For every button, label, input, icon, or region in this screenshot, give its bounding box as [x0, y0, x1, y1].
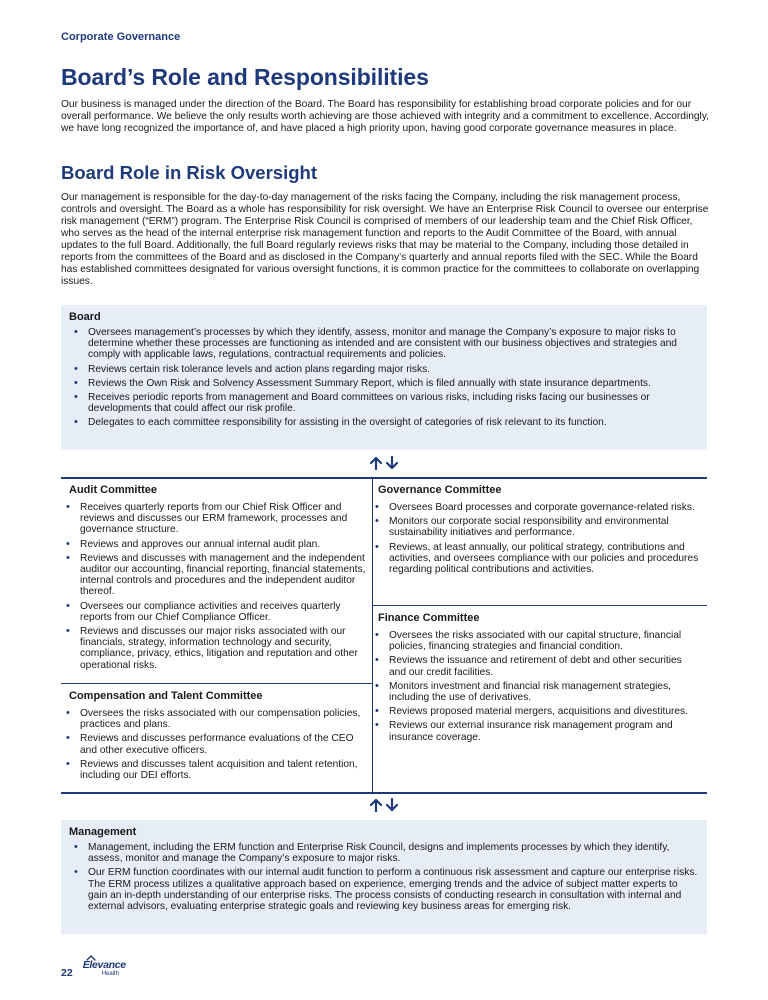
audit-item: • Receives quarterly reports from our Chief Risk Officer and reviews and discusses our ERM framework, processes and governance structure. [61, 502, 369, 536]
board-list [69, 327, 699, 429]
risk-oversight-heading: Board Role in Risk Oversight [61, 162, 317, 183]
compensation-item: • Reviews and discusses performance evaluations of the CEO and other executive officers. [61, 733, 369, 755]
audit-committee-list [61, 502, 369, 671]
finance-item: • Reviews proposed material mergers, acquisitions and divestitures. [370, 706, 700, 717]
finance-committee [378, 612, 700, 746]
governance-item: • Oversees Board processes and corporate governance-related risks. [370, 502, 700, 513]
finance-committee-list [370, 630, 700, 743]
logo-wordmark: Elevance [82, 959, 126, 971]
committee-grid-gov-divider [372, 605, 707, 606]
page-footer [61, 955, 131, 979]
board-item: • Delegates to each committee responsibility for assisting in the oversight of categories of risk relevant to its function. [69, 417, 699, 428]
management-list [69, 842, 699, 912]
board-box [61, 305, 707, 450]
audit-item: • Reviews and discusses with management and the independent auditor our accounting, financial reporting, financial statements, internal controls and procedures and the independent auditor thereof. [61, 553, 369, 598]
finance-committee-title: Finance Committee [378, 612, 480, 624]
governance-committee-title: Governance Committee [378, 484, 502, 496]
page-number: 22 [61, 967, 73, 979]
board-item: • Receives periodic reports from management and Board committees on various risks, including risks facing our businesses or developments that could affect our risk profile. [69, 392, 699, 414]
compensation-committee-list [61, 708, 369, 781]
board-item: • Reviews certain risk tolerance levels and action plans regarding major risks. [69, 364, 699, 375]
arrow-down-icon [385, 456, 399, 470]
audit-committee [69, 484, 369, 674]
risk-oversight-paragraph: Our management is responsible for the day-to-day management of the risks facing the Company, including the risk management process, controls and oversight. The Board as a whole has responsibility for risk oversight. We have an Enterprise Risk Council to oversee our enterprise risk management (“ERM”) program. The Enterprise Risk Council is comprised of members of our leadership team and the Chief Risk Officer, who serves as the head of the internal enterprise risk management function and reports to the Audit Committee of the Board, with annual updates to the full Board. Additionally, the full Board regularly reviews risks that may be material to the Company, including those detailed in reports from the committees of the Board and as disclosed in the Company’s quarterly and annual reports filed with the SEC. While the Board has established committees designated for various oversight functions, it is common practice for the committees to collaborate on overlapping issues. [61, 192, 709, 287]
governance-committee-list [370, 502, 700, 575]
intro-paragraph: Our business is managed under the direction of the Board. The Board has responsibility for establishing broad corporate policies and for our overall performance. We believe the only results worth achieving are those achieved with integrity and a commitment to excellence. Accordingly, we have long recognized the importance of, and have placed a high priority upon, having good corporate governance measures in place. [61, 99, 709, 134]
arrow-down-icon [385, 798, 399, 812]
committee-grid-bottom-line [61, 792, 707, 794]
compensation-item: • Oversees the risks associated with our compensation policies, practices and plans. [61, 708, 369, 730]
arrow-up-icon [369, 798, 383, 812]
audit-item: • Reviews and discusses our major risks associated with our financials, strategy, information technology and security, compliance, privacy, ethics, litigation and reputation and other operational risks. [61, 626, 369, 671]
compensation-item: • Reviews and discusses talent acquisition and talent retention, including our DEI efforts. [61, 759, 369, 781]
board-item: • Reviews the Own Risk and Solvency Assessment Summary Report, which is filed annually with state insurance departments. [69, 378, 699, 389]
section-label: Corporate Governance [61, 31, 181, 43]
up-down-arrows-icon [364, 798, 404, 814]
governance-item: • Monitors our corporate social responsibility and environmental sustainability initiatives and performance. [370, 516, 700, 538]
page-title: Board’s Role and Responsibilities [61, 64, 429, 90]
governance-committee [378, 484, 700, 578]
management-item: • Management, including the ERM function and Enterprise Risk Council, designs and implements processes by which they identify, assess, monitor and manage the Company’s exposure to major risks. [69, 842, 699, 864]
audit-committee-title: Audit Committee [69, 484, 157, 496]
compensation-committee [69, 690, 369, 784]
finance-item: • Monitors investment and financial risk management strategies, including the use of derivatives. [370, 681, 700, 703]
audit-item: • Reviews and approves our annual internal audit plan. [61, 539, 369, 550]
board-title: Board [69, 311, 101, 323]
audit-item: • Oversees our compliance activities and receives quarterly reports from our Chief Compliance Officer. [61, 601, 369, 623]
finance-item: • Reviews our external insurance risk management program and insurance coverage. [370, 720, 700, 742]
management-box [61, 820, 707, 934]
logo-subtext: Health [101, 971, 120, 977]
finance-item: • Oversees the risks associated with our capital structure, financial policies, financing strategies and financial condition. [370, 630, 700, 652]
elevance-health-logo [83, 955, 131, 979]
board-item: • Oversees management’s processes by which they identify, assess, monitor and manage the Company’s exposure to major risks to determine whether these processes are functioning as intended and are consistent with our business objectives and strategies and comply with applicable laws, regulations, contractual requirements and policies. [69, 327, 699, 361]
committee-grid-top-line [61, 477, 707, 479]
committee-grid-audit-divider [61, 683, 372, 684]
management-item: • Our ERM function coordinates with our internal audit function to perform a continuous risk assessment and capture our enterprise risks. The ERM process utilizes a qualitative approach based on experience, emerging trends and the advice of subject matter experts to gain an in-depth understanding of our enterprise risks. The process consists of conducting research in consultation with internal and external advisors, evaluating enterprise strategic goals and reviewing key business areas for emerging risk. [69, 867, 699, 912]
compensation-committee-title: Compensation and Talent Committee [69, 690, 263, 702]
up-down-arrows-icon [364, 456, 404, 472]
management-title: Management [69, 826, 137, 838]
finance-item: • Reviews the issuance and retirement of debt and other securities and our credit facilities. [370, 655, 700, 677]
governance-item: • Reviews, at least annually, our political strategy, contributions and activities, and oversees compliance with our policies and procedures regarding political contributions and activities. [370, 542, 700, 576]
arrow-up-icon [369, 456, 383, 470]
